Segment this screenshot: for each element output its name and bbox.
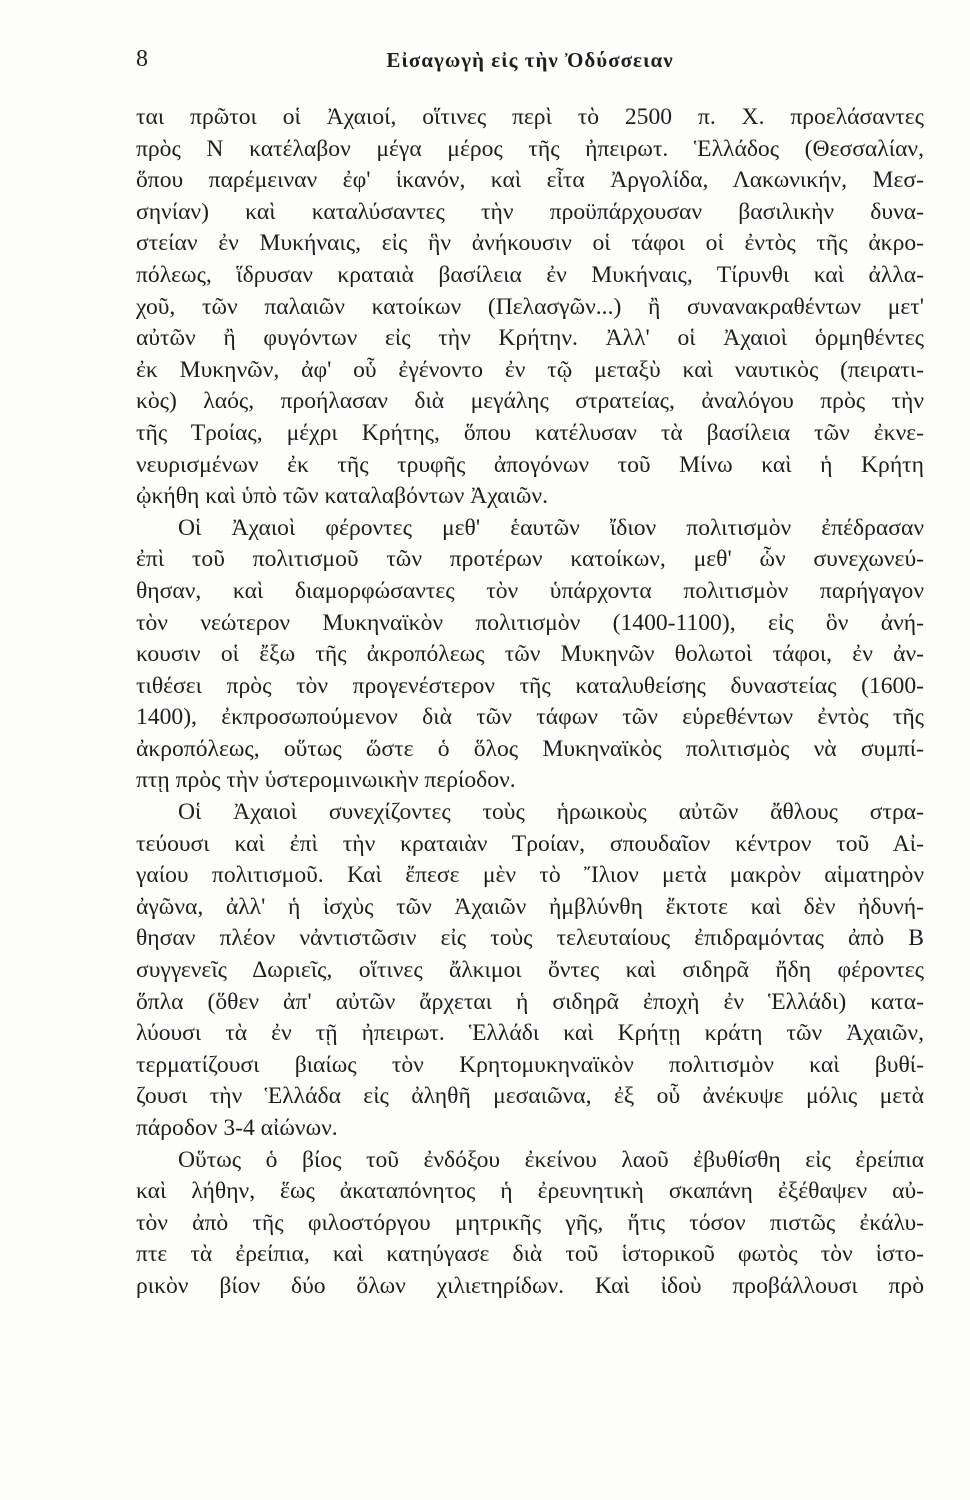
text-line: τὸν ἀπὸ τῆς φιλοστόργου μητρικῆς γῆς, ἥτις τόσον πιστῶς ἐκάλυ-: [136, 1209, 924, 1236]
text-line: νευρισμένων ἐκ τῆς τρυφῆς ἀπογόνων τοῦ Μίνω καὶ ἡ Κρήτη: [136, 451, 924, 478]
text-line: καὶ λήθην, ἕως ἀκαταπόνητος ἡ ἐρευνητικὴ σκαπάνη ἐξέθαψεν αὐ-: [136, 1178, 924, 1205]
text-line: συγγενεῖς Δωριεῖς, οἵτινες ἄλκιμοι ὄντες καὶ σιδηρᾶ ἤδη φέροντες: [136, 957, 924, 984]
text-line: θησαν, καὶ διαμορφώσαντες τὸν ὑπάρχοντα πολιτισμὸν παρήγαγον: [136, 577, 924, 604]
text-line: ζουσι τὴν Ἑλλάδα εἰς ἀληθῆ μεσαιῶνα, ἐξ οὗ ἀνέκυψε μόλις μετὰ: [136, 1083, 924, 1110]
running-head: [136, 44, 924, 78]
text-line: χοῦ, τῶν παλαιῶν κατοίκων (Πελασγῶν...) ἢ συνανακραθέντων μετ': [136, 293, 924, 320]
paragraph-end-line: πτῃ πρὸς τὴν ὑστερομινωικὴν περίοδον.: [136, 767, 516, 794]
text-line: κὸς) λαός, προήλασαν διὰ μεγάλης στρατείας, ἀναλόγου πρὸς τὴν: [136, 388, 924, 415]
text-line: ται πρῶτοι οἱ Ἀχαιοί, οἵτινες περὶ τὸ 2500 π. Χ. προελάσαντες: [136, 104, 924, 130]
text-line: θησαν πλέον νἀντιστῶσιν εἰς τοὺς τελευταίους ἐπιδραμόντας ἀπὸ Β: [136, 925, 924, 952]
text-line: ἐπὶ τοῦ πολιτισμοῦ τῶν προτέρων κατοίκων, μεθ' ὧν συνεχωνεύ-: [136, 546, 924, 573]
paragraph-start-line: Οἱ Ἀχαιοὶ φέροντες μεθ' ἑαυτῶν ἴδιον πολιτισμὸν ἐπέδρασαν: [178, 514, 924, 541]
text-line: τεύουσι καὶ ἐπὶ τὴν κραταιὰν Τροίαν, σπουδαῖον κέντρον τοῦ Αἰ-: [136, 830, 924, 857]
text-line: ἐκ Μυκηνῶν, ἀφ' οὗ ἐγένοντο ἐν τῷ μεταξὺ καὶ ναυτικὸς (πειρατι-: [136, 356, 924, 383]
text-line: τερματίζουσι βιαίως τὸν Κρητομυκηναϊκὸν πολιτισμὸν καὶ βυθί-: [136, 1051, 924, 1078]
text-line: πρὸς Ν κατέλαβον μέγα μέρος τῆς ἠπειρωτ. Ἑλλάδος (Θεσσαλίαν,: [136, 135, 924, 162]
text-line: τιθέσει πρὸς τὸν προγενέστερον τῆς καταλυθείσης δυναστείας (1600-: [136, 672, 924, 699]
paragraph-end-line: πάροδον 3-4 αἰώνων.: [136, 1115, 338, 1141]
page-number: 8: [136, 46, 148, 72]
text-line: ρικὸν βίον δύο ὅλων χιλιετηρίδων. Καὶ ἰδοὺ προβάλλουσι πρὸ: [136, 1272, 924, 1299]
text-line: αὐτῶν ἢ φυγόντων εἰς τὴν Κρήτην. Ἀλλ' οἱ Ἀχαιοὶ ὁρμηθέντες: [136, 325, 924, 352]
text-line: σηνίαν) καὶ καταλύσαντες τὴν προϋπάρχουσαν βασιλικὴν δυνα-: [136, 198, 924, 225]
text-line: ὅπου παρέμειναν ἐφ' ἱκανόν, καὶ εἶτα Ἀργολίδα, Λακωνικήν, Μεσ-: [136, 167, 924, 194]
text-line: ἀκροπόλεως, οὕτως ὥστε ὁ ὅλος Μυκηναϊκὸς πολιτισμὸς νὰ συμπί-: [136, 735, 924, 762]
body-text: [136, 102, 924, 1303]
text-line: τὸν νεώτερον Μυκηναϊκὸν πολιτισμὸν (1400-1100), εἰς ὃν ἀνή-: [136, 609, 924, 636]
text-line: κουσιν οἱ ἔξω τῆς ἀκροπόλεως τῶν Μυκηνῶν θολωτοὶ τάφοι, ἐν ἀν-: [136, 641, 924, 668]
paragraph-end-line: ᾠκήθη καὶ ὑπὸ τῶν καταλαβόντων Ἀχαιῶν.: [136, 483, 548, 510]
paragraph-start-line: Οἱ Ἀχαιοὶ συνεχίζοντες τοὺς ἡρωικοὺς αὐτῶν ἄθλους στρα-: [178, 799, 924, 826]
text-line: στείαν ἐν Μυκήναις, εἰς ἣν ἀνήκουσιν οἱ τάφοι οἱ ἐντὸς τῆς ἀκρο-: [136, 230, 924, 257]
text-line: τῆς Τροίας, μέχρι Κρήτης, ὅπου κατέλυσαν τὰ βασίλεια τῶν ἐκνε-: [136, 419, 924, 446]
text-line: γαίου πολιτισμοῦ. Καὶ ἔπεσε μὲν τὸ Ἴλιον μετὰ μακρὸν αἱματηρὸν: [136, 862, 924, 889]
text-line: πτε τὰ ἐρείπια, καὶ κατηύγασε διὰ τοῦ ἱστορικοῦ φωτὸς τὸν ἱστο-: [136, 1241, 924, 1268]
paragraph-start-line: Οὕτως ὁ βίος τοῦ ἐνδόξου ἐκείνου λαοῦ ἐβυθίσθη εἰς ἐρείπια: [178, 1146, 924, 1173]
text-line: ἀγῶνα, ἀλλ' ἡ ἰσχὺς τῶν Ἀχαιῶν ἠμβλύνθη ἔκτοτε καὶ δὲν ἠδυνή-: [136, 893, 924, 920]
text-line: ὅπλα (ὅθεν ἀπ' αὐτῶν ἄρχεται ἡ σιδηρᾶ ἐποχὴ ἐν Ἑλλάδι) κατα-: [136, 988, 924, 1015]
running-title: Εἰσαγωγὴ εἰς τὴν Ὀδύσσειαν: [386, 48, 674, 72]
text-line: λύουσι τὰ ἐν τῇ ἠπειρωτ. Ἑλλάδι καὶ Κρήτῃ κράτη τῶν Ἀχαιῶν,: [136, 1020, 924, 1047]
text-line: 1400), ἐκπροσωπούμενον διὰ τῶν τάφων τῶν εὑρεθέντων ἐντὸς τῆς: [136, 704, 924, 731]
text-line: πόλεως, ἵδρυσαν κραταιὰ βασίλεια ἐν Μυκήναις, Τίρυνθι καὶ ἀλλα-: [136, 261, 924, 288]
